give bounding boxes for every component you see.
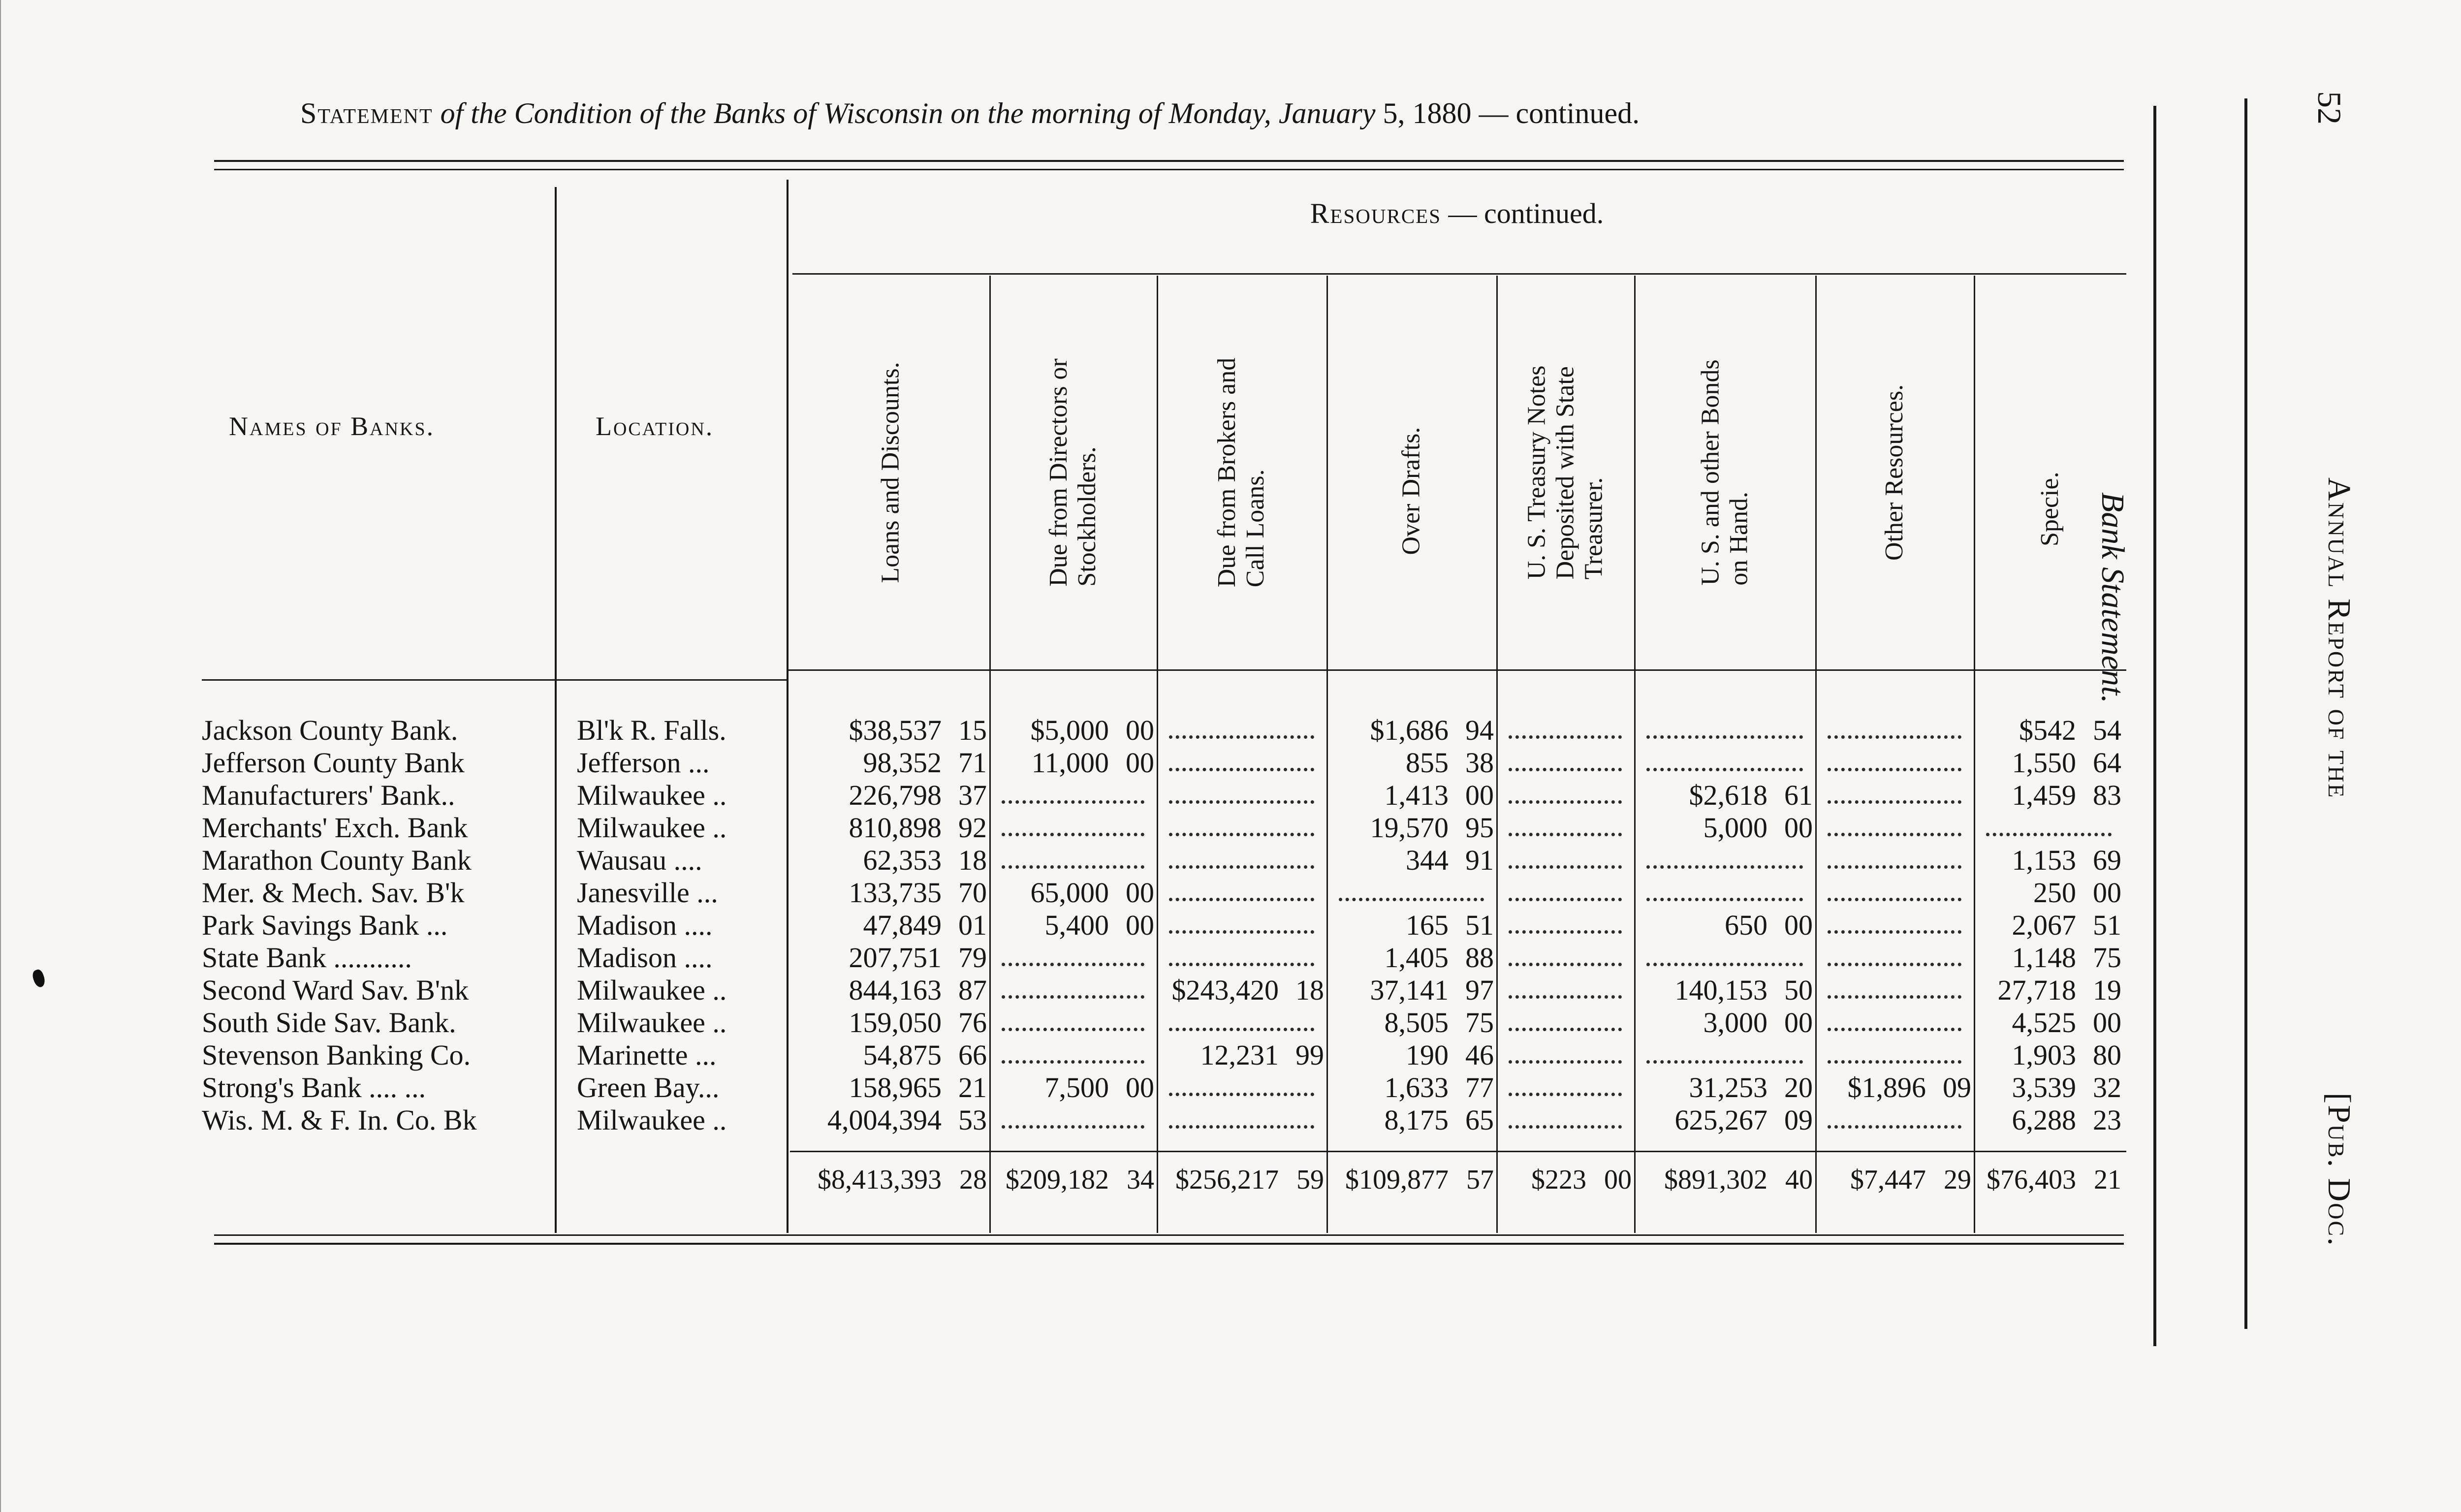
loans-dollars: 844,163 xyxy=(849,974,942,1006)
specie-dollars: 2,067 xyxy=(2012,909,2076,941)
other-dollars: $7,447 xyxy=(1850,1165,1926,1195)
group-suffix: — continued. xyxy=(1441,197,1604,229)
bonds-leader-dots xyxy=(1646,1055,1803,1064)
overdrafts-cents: 00 xyxy=(1465,779,1494,811)
specie-cents: 32 xyxy=(2093,1071,2121,1103)
bank-location: Green Bay... xyxy=(577,1071,720,1103)
other-leader-dots xyxy=(1828,1120,1961,1129)
overdrafts-dollars: 344 xyxy=(1406,844,1449,876)
treasury-leader-dots xyxy=(1509,828,1622,836)
loans-cents: 66 xyxy=(958,1039,987,1071)
loans-cents: 87 xyxy=(958,974,987,1006)
overdrafts-value xyxy=(1329,1103,1494,1136)
bank-location: Madison .... xyxy=(577,909,713,941)
col-header-treasury xyxy=(1499,278,1632,667)
directors-leader-dots xyxy=(1002,795,1144,804)
bottom-rule-1 xyxy=(214,1234,2124,1236)
other-cents: 29 xyxy=(1944,1165,1971,1195)
margin-bank-statement: Bank Statement. xyxy=(2095,492,2131,703)
specie-cents: 23 xyxy=(2093,1104,2121,1136)
resources-group-header xyxy=(788,197,2126,230)
directors-cents: 00 xyxy=(1126,877,1154,909)
loans-value xyxy=(790,1164,987,1196)
bonds-cents: 61 xyxy=(1784,779,1813,811)
loans-dollars: 133,735 xyxy=(849,877,942,909)
loans-cents: 71 xyxy=(958,747,987,779)
overdrafts-value xyxy=(1329,909,1494,942)
col-header-location: Location. xyxy=(596,411,714,441)
specie-cents: 80 xyxy=(2093,1039,2121,1071)
bonds-value xyxy=(1637,1006,1813,1039)
other-leader-dots xyxy=(1828,860,1961,869)
table-row xyxy=(0,974,2166,1006)
bonds-dollars: 5,000 xyxy=(1703,812,1767,844)
overdrafts-cents: 94 xyxy=(1465,714,1494,746)
loans-value xyxy=(790,974,987,1007)
directors-value xyxy=(992,1071,1154,1104)
brokers-label-1: Due from Brokers and xyxy=(1213,357,1241,588)
col-header-overdrafts xyxy=(1329,278,1494,667)
treasury-leader-dots xyxy=(1509,1088,1622,1096)
bonds-dollars: 3,000 xyxy=(1703,1007,1767,1039)
bank-location: Milwaukee .. xyxy=(577,812,727,844)
overdrafts-dollars: 8,505 xyxy=(1384,1007,1449,1039)
loans-dollars: $38,537 xyxy=(849,714,942,746)
treasury-leader-dots xyxy=(1509,990,1622,999)
specie-label: Specie. xyxy=(2036,472,2064,546)
directors-dollars: 11,000 xyxy=(1031,747,1109,779)
directors-leader-dots xyxy=(1002,828,1144,836)
overdrafts-cents: 57 xyxy=(1466,1165,1494,1195)
loans-cents: 92 xyxy=(958,812,987,844)
bank-name: Jefferson County Bank xyxy=(202,747,465,779)
treasury-leader-dots xyxy=(1509,1055,1622,1064)
bank-location: Milwaukee .. xyxy=(577,974,727,1006)
treasury-label-3: Treasurer. xyxy=(1579,477,1608,580)
brokers-leader-dots xyxy=(1169,795,1314,804)
specie-cents: 83 xyxy=(2093,779,2121,811)
specie-dollars: 250 xyxy=(2033,877,2076,909)
bonds-leader-dots xyxy=(1646,730,1803,739)
brokers-leader-dots xyxy=(1169,1023,1314,1031)
bank-location: Milwaukee .. xyxy=(577,779,727,811)
other-leader-dots xyxy=(1828,893,1961,901)
bonds-leader-dots xyxy=(1646,763,1803,771)
directors-value xyxy=(992,714,1154,747)
totals-row xyxy=(0,1164,2166,1197)
bonds-value xyxy=(1637,1103,1813,1136)
table-row xyxy=(0,1071,2166,1103)
col-header-names: Names of Banks. xyxy=(229,411,435,441)
other-leader-dots xyxy=(1828,990,1961,999)
bonds-leader-dots xyxy=(1646,958,1803,966)
bonds-dollars: 650 xyxy=(1725,909,1767,941)
directors-leader-dots xyxy=(1002,1055,1144,1064)
loans-cents: 37 xyxy=(958,779,987,811)
treasury-value xyxy=(1499,1164,1632,1196)
brokers-leader-dots xyxy=(1169,860,1314,869)
overdrafts-value xyxy=(1329,1071,1494,1104)
bonds-leader-dots xyxy=(1646,893,1803,901)
table-row xyxy=(0,1039,2166,1071)
brokers-leader-dots xyxy=(1169,1120,1314,1129)
treasury-leader-dots xyxy=(1509,893,1622,901)
page-number: 52 xyxy=(2311,91,2348,125)
treasury-leader-dots xyxy=(1509,795,1622,804)
bonds-dollars: 625,267 xyxy=(1674,1104,1767,1136)
bank-name: Marathon County Bank xyxy=(202,844,472,876)
bonds-dollars: 31,253 xyxy=(1689,1071,1767,1103)
bonds-cents: 20 xyxy=(1784,1071,1813,1103)
directors-label-2: Stockholders. xyxy=(1073,446,1102,587)
brokers-cents: 59 xyxy=(1296,1165,1324,1195)
bank-location: Milwaukee .. xyxy=(577,1007,727,1039)
loans-dollars: 159,050 xyxy=(849,1007,942,1039)
specie-cents: 00 xyxy=(2093,877,2121,909)
directors-leader-dots xyxy=(1002,860,1144,869)
treasury-dollars: $223 xyxy=(1531,1165,1586,1195)
table-row xyxy=(0,876,2166,909)
col-header-other xyxy=(1818,278,1971,667)
specie-dollars: 27,718 xyxy=(1997,974,2076,1006)
header-bottom-rule xyxy=(202,679,788,681)
bonds-dollars: $2,618 xyxy=(1689,779,1767,811)
other-leader-dots xyxy=(1828,925,1961,934)
loans-cents: 15 xyxy=(958,714,987,746)
loans-value xyxy=(790,1039,987,1071)
title-date: 5, 1880 — continued. xyxy=(1383,97,1640,129)
loans-dollars: 47,849 xyxy=(863,909,942,941)
bank-name: Wis. M. & F. In. Co. Bk xyxy=(202,1104,477,1136)
overdrafts-dollars: 1,633 xyxy=(1384,1071,1449,1103)
directors-dollars: 7,500 xyxy=(1044,1071,1109,1103)
loans-dollars: 158,965 xyxy=(849,1071,942,1103)
bonds-value xyxy=(1637,811,1813,844)
brokers-leader-dots xyxy=(1169,958,1314,966)
loans-value xyxy=(790,909,987,942)
loans-value xyxy=(790,876,987,909)
brokers-dollars: 12,231 xyxy=(1200,1039,1279,1071)
other-value xyxy=(1818,1071,1971,1104)
brokers-leader-dots xyxy=(1169,893,1314,901)
overdrafts-value xyxy=(1329,746,1494,779)
loans-value xyxy=(790,1006,987,1039)
directors-dollars: $209,182 xyxy=(1006,1165,1109,1195)
bonds-cents: 40 xyxy=(1785,1165,1813,1195)
specie-dollars: 6,288 xyxy=(2012,1104,2076,1136)
table-row xyxy=(0,779,2166,811)
specie-dollars: 1,903 xyxy=(2012,1039,2076,1071)
loans-value xyxy=(790,779,987,812)
loans-value xyxy=(790,811,987,844)
col-header-directors xyxy=(992,278,1154,667)
brokers-value xyxy=(1159,974,1324,1007)
top-rule-1 xyxy=(214,160,2124,162)
bonds-cents: 09 xyxy=(1784,1104,1813,1136)
directors-value xyxy=(992,746,1154,779)
overdrafts-cents: 65 xyxy=(1465,1104,1494,1136)
bonds-label-1: U. S. and other Bonds xyxy=(1697,359,1725,586)
bonds-cents: 00 xyxy=(1784,1007,1813,1039)
directors-leader-dots xyxy=(1002,958,1144,966)
bonds-leader-dots xyxy=(1646,860,1803,869)
overdrafts-dollars: 165 xyxy=(1406,909,1449,941)
loans-dollars: 98,352 xyxy=(863,747,942,779)
directors-value xyxy=(992,1164,1154,1196)
loans-value xyxy=(790,844,987,877)
table-row xyxy=(0,941,2166,974)
treasury-leader-dots xyxy=(1509,925,1622,934)
specie-dollars: 4,525 xyxy=(2012,1007,2076,1039)
other-leader-dots xyxy=(1828,763,1961,771)
other-leader-dots xyxy=(1828,1023,1961,1031)
directors-cents: 34 xyxy=(1127,1165,1154,1195)
specie-dollars: 1,153 xyxy=(2012,844,2076,876)
bonds-value xyxy=(1637,1164,1813,1196)
header-bottom-rule-cols xyxy=(788,669,2126,671)
brokers-value xyxy=(1159,1039,1324,1071)
specie-cents: 64 xyxy=(2093,747,2121,779)
bonds-dollars: $891,302 xyxy=(1664,1165,1767,1195)
overdrafts-value xyxy=(1329,941,1494,974)
overdrafts-dollars: 1,413 xyxy=(1384,779,1449,811)
other-label: Other Resources. xyxy=(1880,384,1909,561)
brokers-cents: 99 xyxy=(1295,1039,1324,1071)
overdrafts-value xyxy=(1329,1039,1494,1071)
brokers-cents: 18 xyxy=(1295,974,1324,1006)
bonds-cents: 00 xyxy=(1784,909,1813,941)
treasury-label-1: U. S. Treasury Notes xyxy=(1522,365,1551,580)
other-dollars: $1,896 xyxy=(1847,1071,1926,1103)
table-row xyxy=(0,714,2166,746)
brokers-leader-dots xyxy=(1169,763,1314,771)
directors-dollars: $5,000 xyxy=(1030,714,1109,746)
loans-cents: 76 xyxy=(958,1007,987,1039)
col-header-loans xyxy=(795,278,987,667)
directors-label-1: Due from Directors or xyxy=(1044,358,1073,587)
treasury-leader-dots xyxy=(1509,958,1622,966)
other-leader-dots xyxy=(1828,795,1961,804)
bank-name: Strong's Bank .... ... xyxy=(202,1071,426,1103)
col-header-bonds xyxy=(1637,278,1814,667)
overdrafts-dollars: 19,570 xyxy=(1370,812,1449,844)
specie-cents: 75 xyxy=(2093,942,2121,974)
overdrafts-value xyxy=(1329,974,1494,1007)
group-underline xyxy=(792,273,2126,275)
loans-cents: 21 xyxy=(958,1071,987,1103)
overdrafts-dollars: 190 xyxy=(1406,1039,1449,1071)
directors-leader-dots xyxy=(1002,1023,1144,1031)
loans-label: Loans and Discounts. xyxy=(877,362,905,583)
overdrafts-cents: 75 xyxy=(1465,1007,1494,1039)
overdrafts-cents: 77 xyxy=(1465,1071,1494,1103)
page-border-right-2 xyxy=(2244,98,2247,1329)
overdrafts-cents: 51 xyxy=(1465,909,1494,941)
brokers-leader-dots xyxy=(1169,730,1314,739)
bank-name: Manufacturers' Bank.. xyxy=(202,779,455,811)
treasury-leader-dots xyxy=(1509,763,1622,771)
directors-value xyxy=(992,909,1154,942)
loans-cents: 18 xyxy=(958,844,987,876)
table-row xyxy=(0,844,2166,876)
page-title xyxy=(300,96,2171,130)
bottom-rule-2 xyxy=(214,1243,2124,1245)
specie-cents: 69 xyxy=(2093,844,2121,876)
loans-value xyxy=(790,1103,987,1136)
directors-cents: 00 xyxy=(1126,1071,1154,1103)
specie-cents: 19 xyxy=(2093,974,2121,1006)
brokers-dollars: $256,217 xyxy=(1175,1165,1279,1195)
specie-dollars: $542 xyxy=(2019,714,2076,746)
directors-leader-dots xyxy=(1002,990,1144,999)
table-row xyxy=(0,1006,2166,1039)
other-cents: 09 xyxy=(1943,1071,1971,1103)
bonds-cents: 50 xyxy=(1784,974,1813,1006)
directors-dollars: 65,000 xyxy=(1030,877,1109,909)
bonds-value xyxy=(1637,974,1813,1007)
bank-location: Bl'k R. Falls. xyxy=(577,714,726,746)
overdrafts-value xyxy=(1329,1164,1494,1196)
table-row xyxy=(0,1103,2166,1136)
directors-cents: 00 xyxy=(1126,909,1154,941)
loans-value xyxy=(790,1071,987,1104)
bonds-value xyxy=(1637,1071,1813,1104)
table-row xyxy=(0,909,2166,941)
overdrafts-dollars: 855 xyxy=(1406,747,1449,779)
bank-location: Jefferson ... xyxy=(577,747,710,779)
top-rule-2 xyxy=(214,169,2124,170)
bank-name: South Side Sav. Bank. xyxy=(202,1007,456,1039)
loans-dollars: 810,898 xyxy=(849,812,942,844)
specie-dollars: 1,550 xyxy=(2012,747,2076,779)
treasury-leader-dots xyxy=(1509,730,1622,739)
overdrafts-label: Over Drafts. xyxy=(1397,427,1425,555)
overdrafts-dollars: $1,686 xyxy=(1370,714,1449,746)
col-header-brokers xyxy=(1159,278,1324,667)
loans-dollars: 226,798 xyxy=(849,779,942,811)
running-head-annual-report: Annual Report of the xyxy=(2321,477,2357,799)
specie-cents: 21 xyxy=(2094,1165,2121,1195)
specie-cents: 00 xyxy=(2093,1007,2121,1039)
bonds-cents: 00 xyxy=(1784,812,1813,844)
overdrafts-cents: 91 xyxy=(1465,844,1494,876)
overdrafts-value xyxy=(1329,811,1494,844)
loans-dollars: $8,413,393 xyxy=(818,1165,942,1195)
overdrafts-value xyxy=(1329,844,1494,877)
specie-cents: 54 xyxy=(2093,714,2121,746)
bonds-label-2: on Hand. xyxy=(1725,492,1754,586)
loans-value xyxy=(790,941,987,974)
bank-name: Merchants' Exch. Bank xyxy=(202,812,468,844)
specie-dollars: 3,539 xyxy=(2012,1071,2076,1103)
treasury-label-2: Deposited with State xyxy=(1551,366,1579,580)
treasury-leader-dots xyxy=(1509,860,1622,869)
directors-cents: 00 xyxy=(1126,747,1154,779)
bank-name: Stevenson Banking Co. xyxy=(202,1039,471,1071)
overdrafts-value xyxy=(1329,779,1494,812)
brokers-leader-dots xyxy=(1169,925,1314,934)
overdrafts-cents: 88 xyxy=(1465,942,1494,974)
other-leader-dots xyxy=(1828,828,1961,836)
overdrafts-dollars: 1,405 xyxy=(1384,942,1449,974)
brokers-leader-dots xyxy=(1169,828,1314,836)
other-leader-dots xyxy=(1828,958,1961,966)
directors-dollars: 5,400 xyxy=(1044,909,1109,941)
overdrafts-value xyxy=(1329,1006,1494,1039)
table-row xyxy=(0,746,2166,779)
loans-dollars: 207,751 xyxy=(849,942,942,974)
other-value xyxy=(1818,1164,1971,1196)
loans-value xyxy=(790,714,987,747)
brokers-label-2: Call Loans. xyxy=(1241,469,1270,588)
treasury-leader-dots xyxy=(1509,1120,1622,1129)
bonds-value xyxy=(1637,779,1813,812)
overdrafts-dollars: $109,877 xyxy=(1345,1165,1449,1195)
other-leader-dots xyxy=(1828,1055,1961,1064)
treasury-leader-dots xyxy=(1509,1023,1622,1031)
bank-location: Marinette ... xyxy=(577,1039,717,1071)
directors-cents: 00 xyxy=(1126,714,1154,746)
other-leader-dots xyxy=(1828,730,1961,739)
bank-location: Madison .... xyxy=(577,942,713,974)
title-prefix: Statement xyxy=(300,97,433,129)
overdrafts-cents: 46 xyxy=(1465,1039,1494,1071)
loans-dollars: 4,004,394 xyxy=(827,1104,942,1136)
treasury-cents: 00 xyxy=(1604,1165,1632,1195)
specie-dollars: 1,459 xyxy=(2012,779,2076,811)
loans-dollars: 62,353 xyxy=(863,844,942,876)
overdrafts-dollars: 37,141 xyxy=(1370,974,1449,1006)
overdrafts-cents: 97 xyxy=(1465,974,1494,1006)
bank-name: Mer. & Mech. Sav. B'k xyxy=(202,877,465,909)
brokers-value xyxy=(1159,1164,1324,1196)
loans-cents: 28 xyxy=(959,1165,987,1195)
loans-cents: 01 xyxy=(958,909,987,941)
title-body: of the Condition of the Banks of Wisconsin on the morning of Monday, January xyxy=(433,97,1383,129)
bank-location: Janesville ... xyxy=(577,877,718,909)
bank-name: Second Ward Sav. B'nk xyxy=(202,974,469,1006)
overdrafts-value xyxy=(1329,714,1494,747)
specie-dollars: $76,403 xyxy=(1987,1165,2076,1195)
directors-value xyxy=(992,876,1154,909)
specie-dollars: 1,148 xyxy=(2012,942,2076,974)
table-row xyxy=(0,811,2166,844)
bonds-dollars: 140,153 xyxy=(1674,974,1767,1006)
brokers-dollars: $243,420 xyxy=(1171,974,1279,1006)
loans-cents: 70 xyxy=(958,877,987,909)
bank-location: Wausau .... xyxy=(577,844,702,876)
bank-name: Park Savings Bank ... xyxy=(202,909,448,941)
group-label: Resources xyxy=(1310,197,1442,229)
loans-value xyxy=(790,746,987,779)
overdrafts-dollars: 8,175 xyxy=(1384,1104,1449,1136)
overdrafts-leader-dots xyxy=(1339,893,1484,901)
directors-leader-dots xyxy=(1002,1120,1144,1129)
bank-name: Jackson County Bank. xyxy=(202,714,458,746)
running-head-pub-doc: [Pub. Doc. xyxy=(2321,1093,2357,1247)
bank-name: State Bank ........... xyxy=(202,942,412,974)
loans-cents: 79 xyxy=(958,942,987,974)
bonds-value xyxy=(1637,909,1813,942)
loans-dollars: 54,875 xyxy=(863,1039,942,1071)
brokers-leader-dots xyxy=(1169,1088,1314,1096)
specie-cents: 51 xyxy=(2093,909,2121,941)
loans-cents: 53 xyxy=(958,1104,987,1136)
overdrafts-cents: 95 xyxy=(1465,812,1494,844)
bank-location: Milwaukee .. xyxy=(577,1104,727,1136)
overdrafts-cents: 38 xyxy=(1465,747,1494,779)
